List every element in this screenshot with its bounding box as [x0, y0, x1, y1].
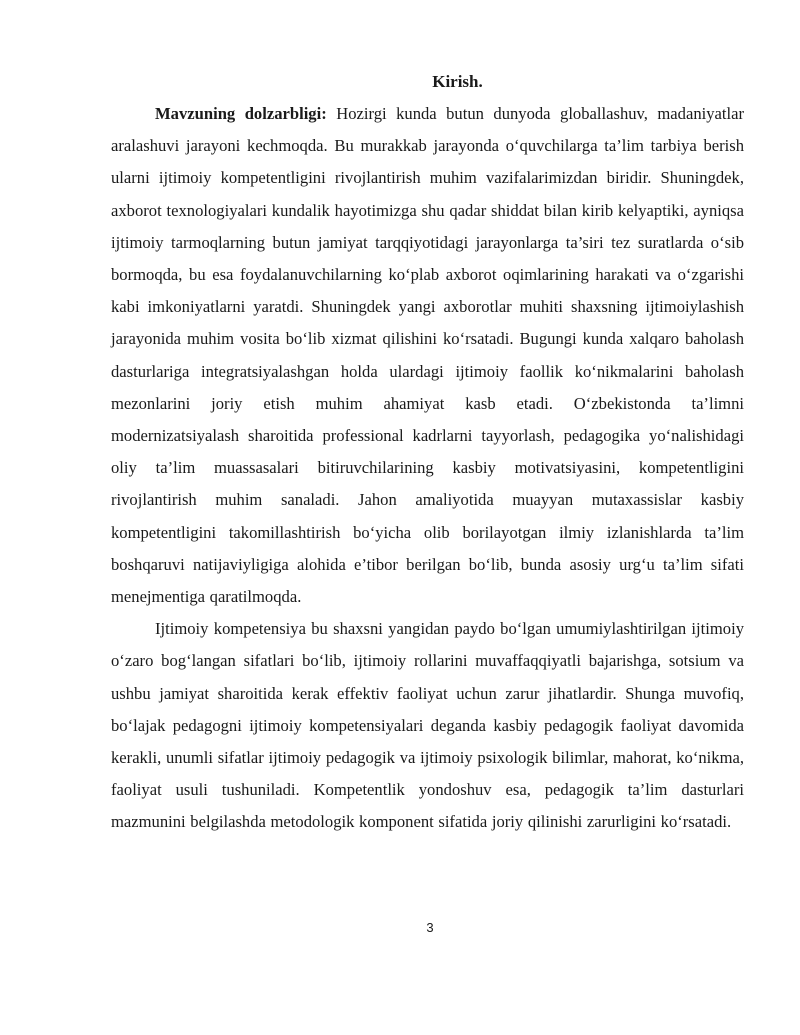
paragraph-social-competence — [111, 613, 744, 838]
paragraph-lead-heading: Mavzuning dolzarbligi: — [155, 104, 327, 123]
paragraph-body: Hozirgi kunda butun dunyoda globallashuv, madaniyatlar aralashuvi jarayoni kechmoqda. Bu murakkab jarayonda o‘quvchilarga ta’lim tarbiya berish ularni ijtimoiy kompetentligini rivojlantirish muhim vazifalarimizdan biridir. Shuningdek, axborot texnologiyalari kundalik hayotimizga shu qadar shiddat bilan kirib kelyaptiki, ayniqsa ijtimoiy tarmoqlarning butun jamiyat tarqqiyotidagi jarayonlarga ta’siri tez suratlarda o‘sib bormoqda, bu esa foydalanuvchilarning ko‘plab axborot oqimlarining harakati va o‘zgarishi kabi imkoniyatlarni yaratdi. Shuningdek yangi axborotlar muhiti shaxsning ijtimoiylashish jarayonida muhim vosita bo‘lib xizmat qilishini ko‘rsatadi. Bugungi kunda xalqaro baholash dasturlariga integratsiyalashgan holda ulardagi ijtimoiy faollik ko‘nikmalarini baholash mezonlarini joriy etish muhim ahamiyat kasb etadi. O‘zbekistonda ta’limni modernizatsiyalash sharoitida professional kadrlarni tayyorlash, pedagogika yo‘nalishidagi oliy ta’lim muassasalari bitiruvchilarining kasbiy motivatsiyasini, kompetentligini rivojlantirish muhim sanaladi. Jahon amaliyotida muayyan mutaxassislar kasbiy kompetentligini takomillashtirish bo‘yicha olib borilayotgan ilmiy izlanishlarda ta’lim boshqaruvi natijaviyligiga alohida e’tibor berilgan bo‘lib, bunda asosiy urg‘u ta’lim sifati menejmentiga qaratilmoqda. — [111, 104, 744, 607]
page-number: 3 — [426, 920, 434, 935]
page-title: Kirish. — [432, 72, 483, 91]
paragraph-relevance — [111, 98, 744, 613]
document-page — [111, 66, 744, 839]
paragraph-body: Ijtimoiy kompetensiya bu shaxsni yangidan paydo bo‘lgan umumiylashtirilgan ijtimoiy o‘zaro bog‘langan sifatlari bo‘lib, ijtimoiy rollarini muvaffaqqiyatli bajarishga, sotsium va ushbu jamiyat sharoitida kerak effektiv faoliyat uchun zarur jihatlardir. Shunga muvofiq, bo‘lajak pedagogni ijtimoiy kompetensiyalari deganda kasbiy pedagogik faoliyat davomida kerakli, unumli sifatlar ijtimoiy pedagogik va ijtimoiy psixologik bilimlar, mahorat, ko‘nikma, faoliyat usuli tushuniladi. Kompetentlik yondoshuv esa, pedagogik ta’lim dasturlari mazmunini belgilashda metodologik komponent sifatida joriy qilinishi zarurligini ko‘rsatadi. — [111, 619, 744, 832]
